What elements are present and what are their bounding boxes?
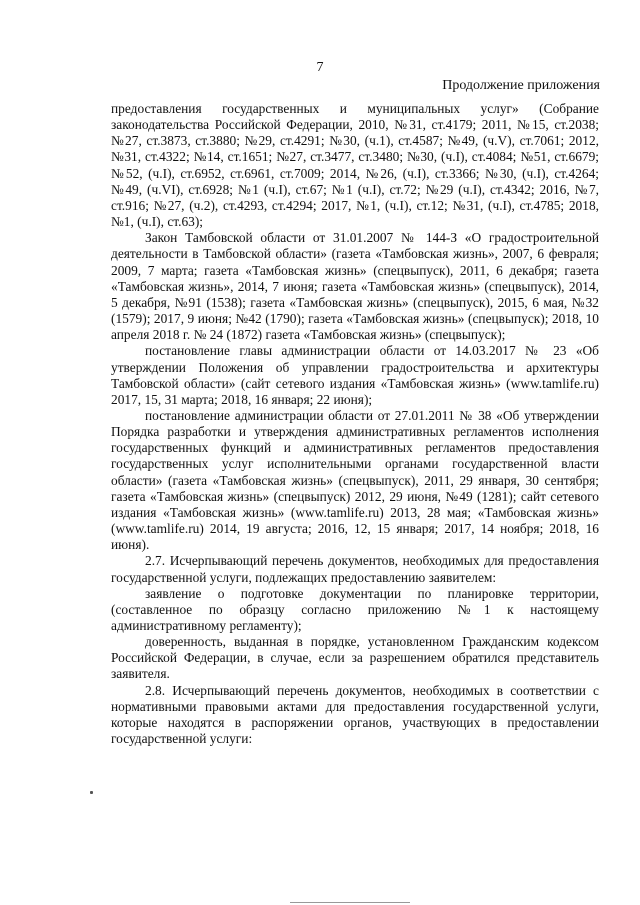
paragraph-federal-law-citation: предоставления государственных и муниципальных услуг» (Собрание законодательства Российской Федерации, 2010, №31, ст.4179; 2011, №15, ст.2038; №27, ст.3873, ст.3880; №29, ст.4291; №30, (ч.1), ст.4587; №49, (ч.V), ст.7061; 2012, №31, ст.4322; №14, ст.1651; №27, ст.3477, ст.3480; №30, (ч.I), ст.4084; №51, ст.6679; №52, (ч.I), ст.6952, ст.6961, ст.7009; 2014, №26, (ч.I), ст.3366; №30, (ч.I), ст.4264; №49, (ч.VI), ст.6928; №1 (ч.I), ст.67; №1 (ч.I), ст.72; №29 (ч.I), ст.4342; 2016, №7, ст.916; №27, (ч.2), ст.4293, ст.4294; 2017, №1, (ч.I), ст.12; №31, (ч.I), ст.4785; 2018, №1, (ч.I), ст.63); bbox=[111, 101, 599, 230]
paragraph-application-item: заявление о подготовке документации по планировке территории, (составленное по образцу согласно приложению №1 к настоящему административному регламенту); bbox=[111, 585, 599, 633]
paragraph-tambov-law: Закон Тамбовской области от 31.01.2007 № 144-З «О градостроительной деятельности в Тамбовской области» (газета «Тамбовская жизнь», 2007, 6 февраля; 2009, 7 марта; газета «Тамбовская жизнь» (спецвыпуск), 2011, 6 декабря; газета «Тамбовская жизнь», 2014, 7 июня; газета «Тамбовская жизнь» (спецвыпуск), 2014, 5 декабря, №91 (1538); газета «Тамбовская жизнь» (спецвыпуск), 2015, 6 мая, №32 (1579); 2017, 9 июня; №42 (1790); газета «Тамбовская жизнь» (спецвыпуск); 2018, 10 апреля 2018 г. № 24 (1872) газета «Тамбовская жизнь» (спецвыпуск); bbox=[111, 230, 599, 343]
scan-edge-line bbox=[290, 902, 410, 903]
appendix-continuation-note: Продолжение приложения bbox=[442, 78, 600, 93]
scan-mark bbox=[90, 791, 93, 794]
paragraph-administration-resolution: постановление администрации области от 27.01.2011 № 38 «Об утверждении Порядка разработки и утверждения административных регламентов исполнения государственных функций и административных регламентов предоставления государственных услуг исполнительными органами государственной власти области» (газета «Тамбовская жизнь» (спецвыпуск), 2011, 29 января, 30 сентября; газета «Тамбовская жизнь» (спецвыпуск) 2012, 29 июня, №49 (1281); сайт сетевого издания «Тамбовская жизнь» (www.tamlife.ru) 2013, 28 мая; «Тамбовская жизнь» (www.tamlife.ru) 2014, 19 августа; 2016, 12, 15 января; 2017, 14 ноября; 2018, 16 июня). bbox=[111, 407, 599, 553]
paragraph-power-of-attorney-item: доверенность, выданная в порядке, установленном Гражданским кодексом Российской Федерации, в случае, если за разрешением обратился представитель заявителя. bbox=[111, 634, 599, 682]
paragraph-section-2-8: 2.8. Исчерпывающий перечень документов, необходимых в соответствии с нормативными правовыми актами для предоставления государственной услуги, которые находятся в распоряжении органов, участвующих в предоставлении государственной услуги: bbox=[111, 682, 599, 747]
page-number: 7 bbox=[316, 60, 324, 75]
paragraph-section-2-7: 2.7. Исчерпывающий перечень документов, необходимых для предоставления государственной услуги, подлежащих предоставлению заявителем: bbox=[111, 553, 599, 585]
document-body bbox=[111, 101, 599, 747]
paragraph-governor-resolution: постановление главы администрации области от 14.03.2017 № 23 «Об утверждении Положения об управлении градостроительства и архитектуры Тамбовской области» (сайт сетевого издания «Тамбовская жизнь» (www.tamlife.ru) 2017, 15, 31 марта; 2018, 16 января; 22 июня); bbox=[111, 343, 599, 407]
